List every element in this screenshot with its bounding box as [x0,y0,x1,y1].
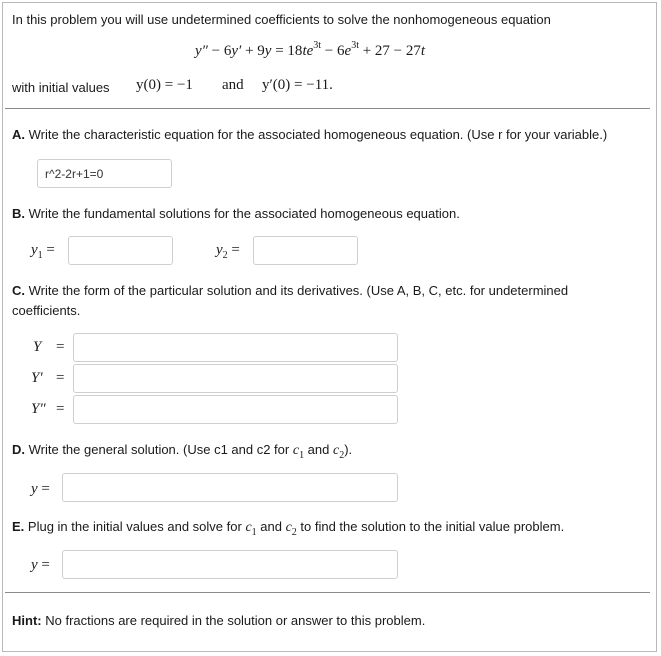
ivp-solution-input[interactable] [62,550,398,579]
divider-bottom [5,592,650,593]
intro-text: In this problem you will use undetermined coefficients to solve the nonhomogeneous equation [12,12,551,27]
section-c-prompt-cont: coefficients. [12,303,81,318]
Yp-input[interactable] [73,364,398,393]
general-solution-label: y = [31,481,50,497]
y1-label: $y_1$ = [31,242,55,261]
initial-condition-2: y′(0) = −11. [262,77,333,93]
initial-and: and [222,77,244,93]
Ypp-input[interactable] [73,395,398,424]
Yp-eq: = [56,370,65,386]
initial-condition-1: y(0) = −1 [136,77,193,93]
Y-eq: = [56,339,65,355]
Ypp-eq: = [56,401,65,417]
y1-input[interactable] [68,236,173,265]
y2-input[interactable] [253,236,358,265]
characteristic-equation-input[interactable] [37,159,172,188]
Ypp-label: Y″ [31,401,46,417]
Yp-label: Y′ [31,370,43,386]
general-solution-input[interactable] [62,473,398,502]
initial-values-label: with initial values [12,80,110,95]
section-e-prompt: E. Plug in the initial values and solve for $c_1$ and $c_2$ to find the solution to the initial value problem. [12,519,565,538]
Y-label: Y [33,339,42,355]
section-a-prompt: A. Write the characteristic equation for the associated homogeneous equation. (Use r for your variable.) [12,127,608,142]
divider-top [5,108,650,109]
section-c-prompt: C. Write the form of the particular solution and its derivatives. (Use A, B, C, etc. for undetermined [12,283,569,298]
ivp-solution-label: y = [31,557,50,573]
differential-equation: $y'' - 6y' + 9y = 18te^{3t} - 6e^{3t} + 27 - 27t$ [195,40,426,59]
section-d-prompt: D. Write the general solution. (Use c1 and c2 for $c_1$ and $c_2$). [12,442,353,461]
y2-label: $y_2$ = [216,242,240,261]
Y-input[interactable] [73,333,398,362]
section-b-prompt: B. Write the fundamental solutions for the associated homogeneous equation. [12,206,460,221]
hint-text: Hint: No fractions are required in the solution or answer to this problem. [12,613,426,628]
